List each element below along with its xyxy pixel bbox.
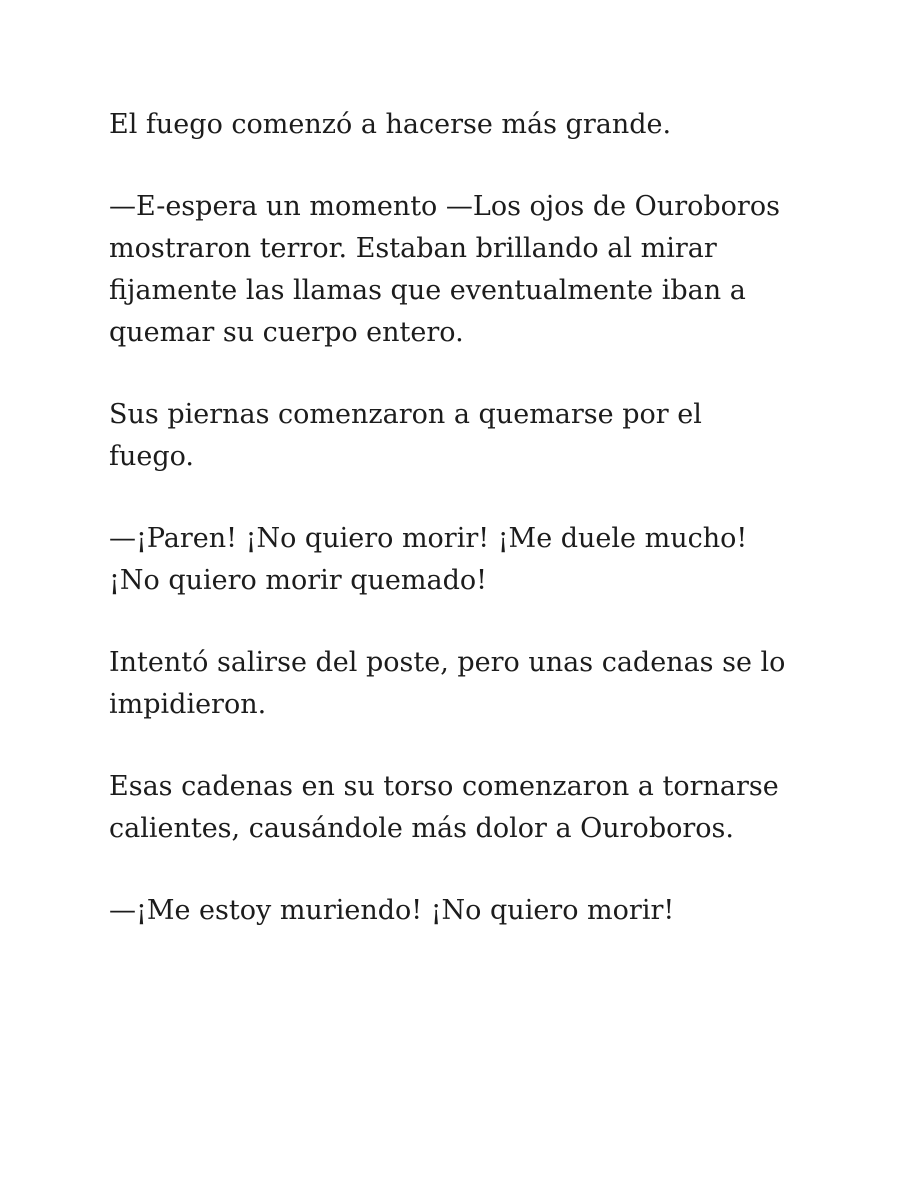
body-text bbox=[109, 104, 789, 932]
paragraph-3: Sus piernas comenzaron a quemarse por el fuego. bbox=[109, 399, 702, 472]
paragraph-1: El fuego comenzó a hacerse más grande. bbox=[109, 109, 672, 140]
paragraph-4: —¡Paren! ¡No quiero morir! ¡Me duele mucho! ¡No quiero morir quemado! bbox=[109, 523, 748, 596]
paragraph-7: —¡Me estoy muriendo! ¡No quiero morir! bbox=[109, 895, 675, 926]
paragraph-2: —E-espera un momento —Los ojos de Ouroboros mostraron terror. Estaban brillando al mirar fijamente las llamas que eventualmente iban a quemar su cuerpo entero. bbox=[109, 191, 780, 348]
paragraph-5: Intentó salirse del poste, pero unas cadenas se lo impidieron. bbox=[109, 647, 786, 720]
paragraph-6: Esas cadenas en su torso comenzaron a tornarse calientes, causándole más dolor a Ouroboros. bbox=[109, 771, 779, 844]
